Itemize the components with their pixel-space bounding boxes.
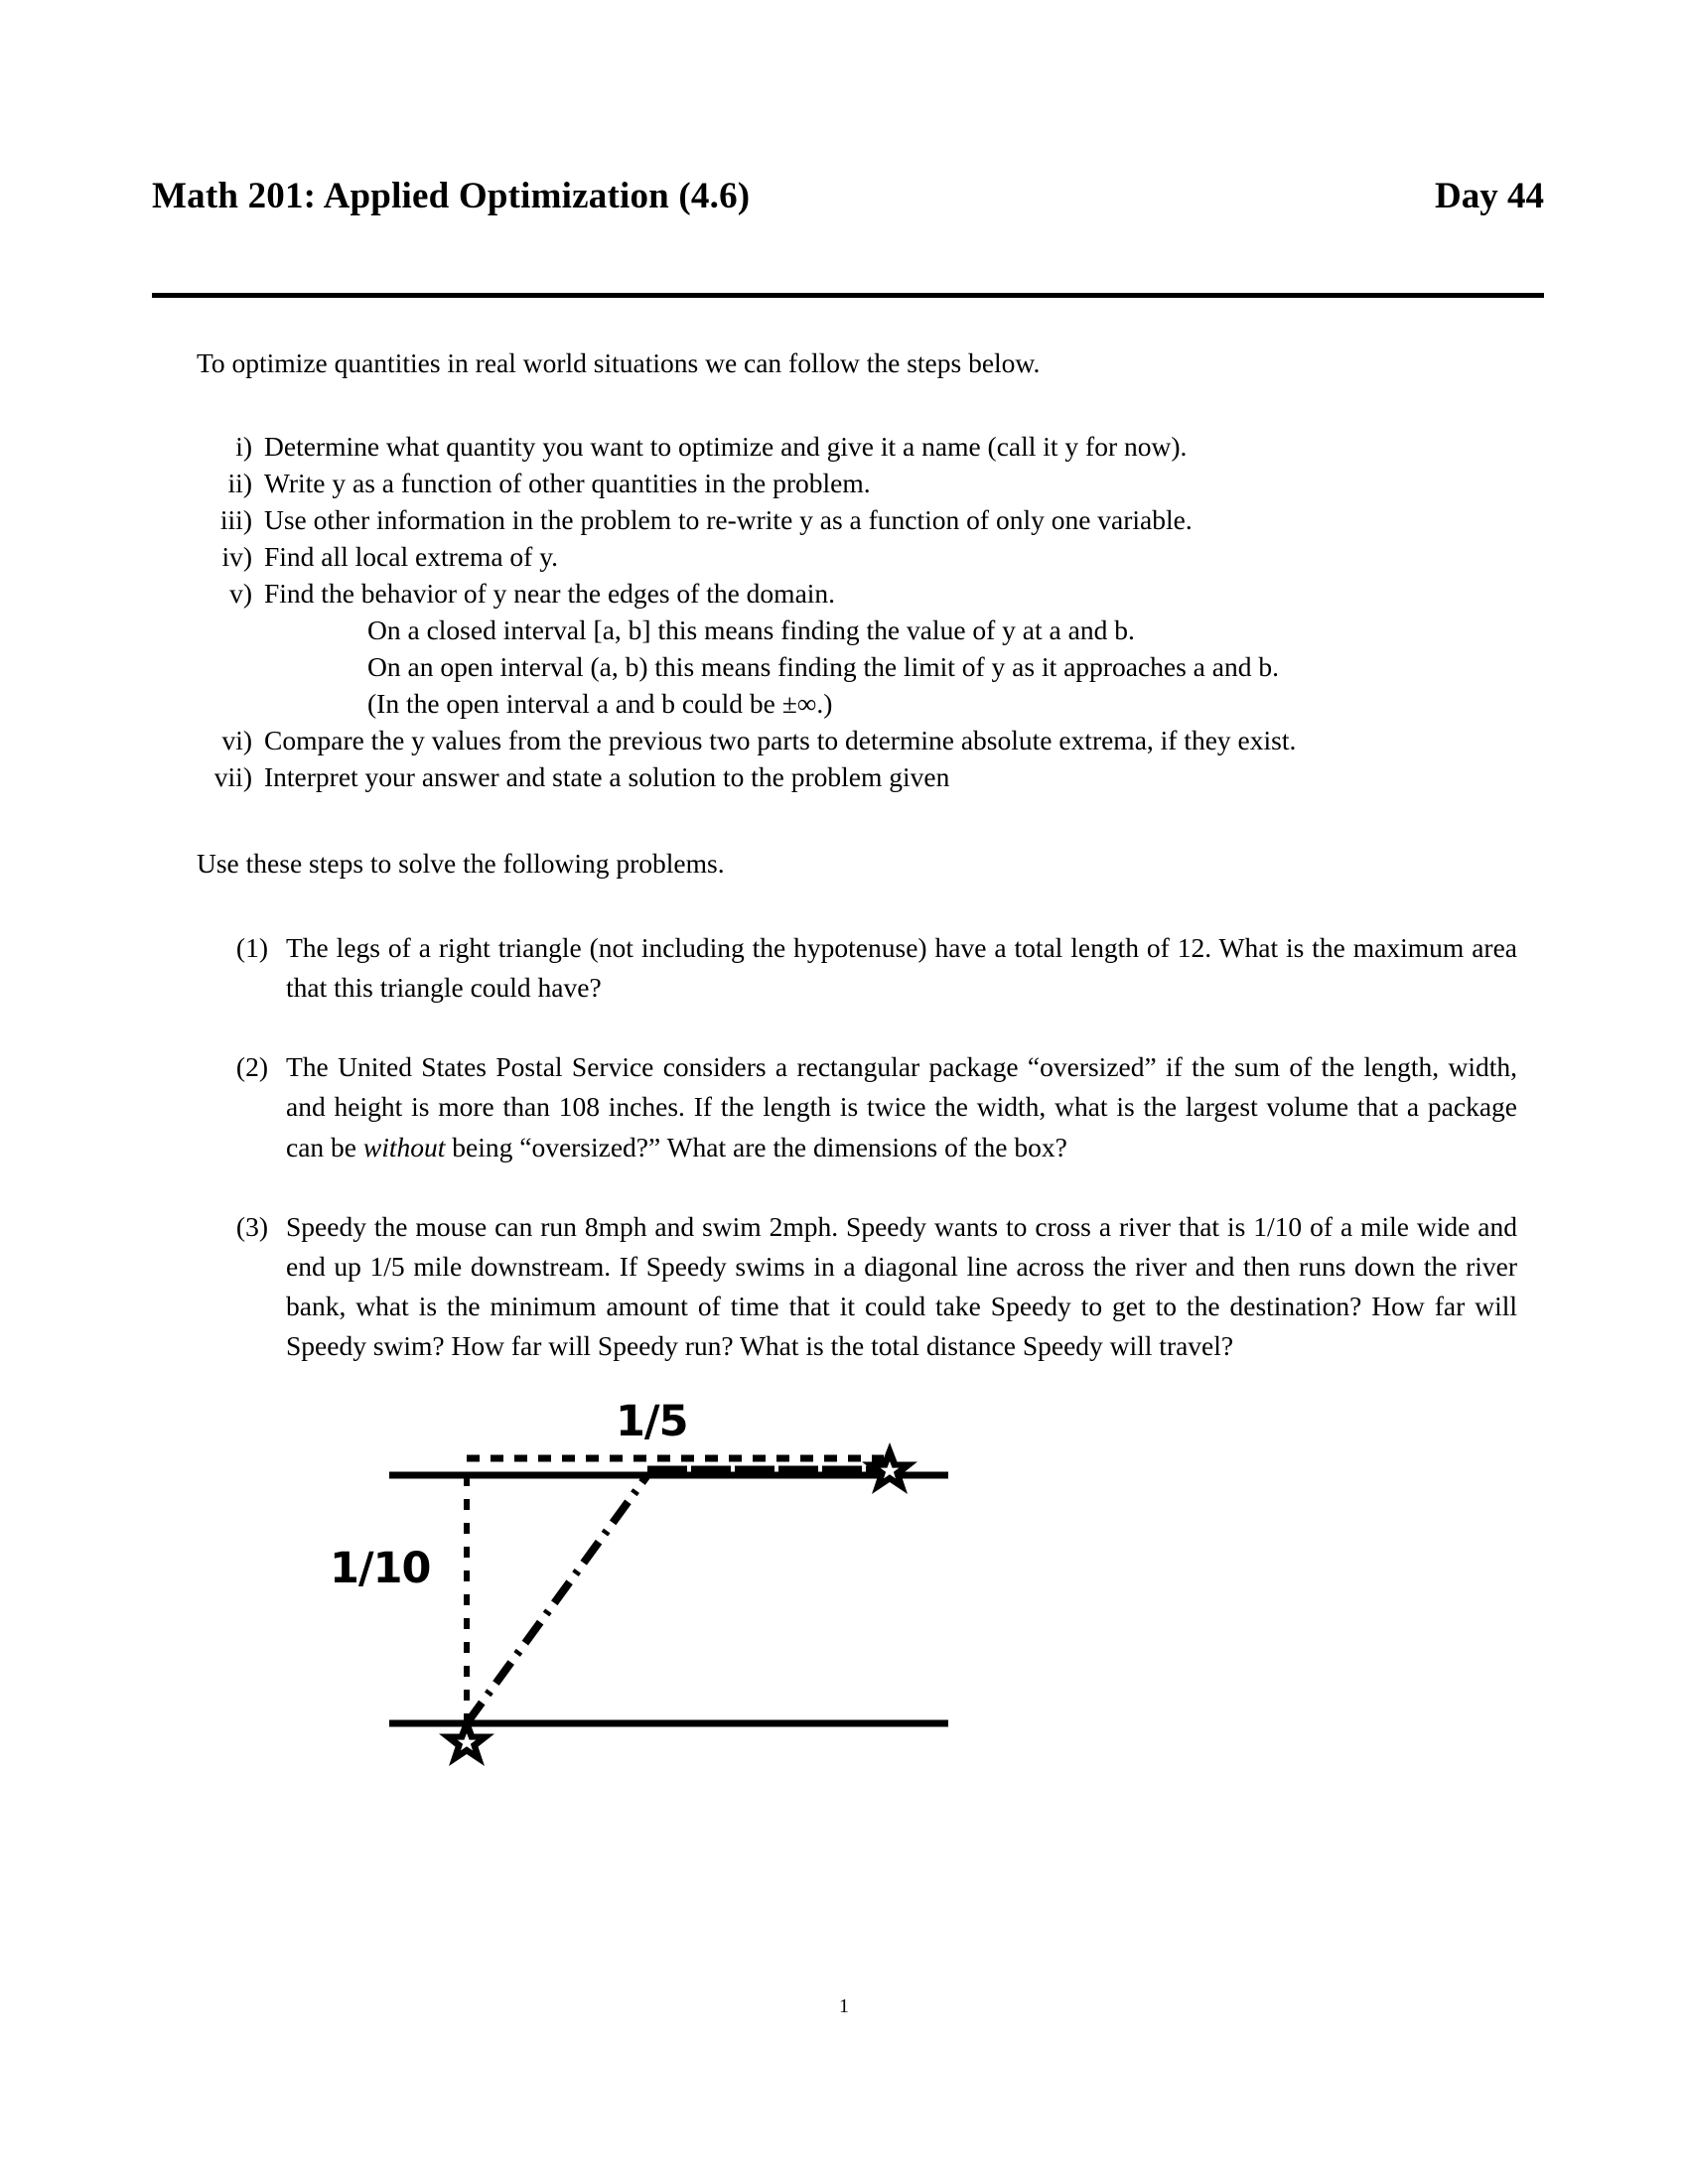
problem-2-emphasis: without (362, 1131, 446, 1162)
step-label: Interpret your answer and state a solution to the problem given (264, 760, 950, 792)
step-marker: i) (235, 431, 252, 462)
page-title: Math 201: Applied Optimization (4.6) (152, 176, 751, 216)
step-label: Write y as a function of other quantities in the problem. (264, 467, 871, 498)
page-header (152, 175, 1544, 217)
problem-2 (197, 1047, 1517, 1166)
steps-list (197, 429, 1517, 796)
step-item-vi (197, 723, 1517, 759)
page-number: 1 (839, 1995, 849, 2017)
problem-3 (197, 1207, 1517, 1367)
figure-label-river-width: 1/10 (330, 1544, 431, 1593)
header-divider (152, 293, 1544, 298)
problem-2-part-b: being “oversized?” What are the dimensions of the box? (445, 1131, 1067, 1162)
step-item-v (197, 576, 1517, 613)
problem-body: The legs of a right triangle (not including the hypotenuse) have a total length of 12. What is the maximum area that this triangle could have? (286, 932, 1517, 1004)
substep-closed-interval: On a closed interval [a, b] this means finding the value of y at a and b. (367, 614, 1135, 645)
step-label: Use other information in the problem to re-write y as a function of only one variable. (264, 503, 1193, 535)
step-label: Determine what quantity you want to optimize and give it a name (call it y for now). (264, 431, 1188, 462)
step-marker: ii) (227, 467, 252, 498)
step-item-vii (197, 759, 1517, 796)
problem-marker: (3) (235, 1210, 268, 1242)
closing-instruction: Use these steps to solve the following problems. (197, 848, 725, 879)
day-label: Day 44 (1435, 176, 1544, 216)
step-marker: vi) (221, 724, 252, 755)
substep-infinity-note: (In the open interval a and b could be ±∞.) (367, 687, 833, 719)
step-item-iii (197, 502, 1517, 539)
step-label: Find the behavior of y near the edges of the domain. (264, 577, 836, 609)
problems-list (197, 928, 1517, 1406)
figure-label-downstream: 1/5 (616, 1397, 688, 1446)
step-item-iv (197, 539, 1517, 576)
step-item-ii (197, 466, 1517, 502)
problem-1 (197, 928, 1517, 1008)
step-marker: iii) (219, 503, 252, 535)
step-label: Compare the y values from the previous two parts to determine absolute extrema, if they exist. (264, 724, 1297, 755)
substep-open-interval: On an open interval (a, b) this means finding the limit of y as it approaches a and b. (367, 650, 1279, 682)
problem-2-part-a: The United States Postal Service considers a rectangular package “oversized” if the sum of the length, width, and height is more than 108 inches. If the length is twice the width, what is the largest volume that a package can be (286, 1051, 1517, 1162)
problem-body: Speedy the mouse can run 8mph and swim 2mph. Speedy wants to cross a river that is 1/10 of a mile wide and end up 1/5 mile downstream. If Speedy swims in a diagonal line across the river and then runs down the river bank, what is the minimum amount of time that it could take Speedy to get to the destination? How far will Speedy swim? How far will Speedy run? What is the total distance Speedy will travel? (286, 1210, 1517, 1362)
step-marker: iv) (221, 540, 252, 572)
step-marker: vii) (213, 760, 252, 792)
destination-star-icon (862, 1442, 917, 1494)
step-label: Find all local extrema of y. (264, 540, 559, 572)
step-marker: v) (229, 577, 252, 609)
problem-body (286, 1047, 1517, 1166)
step-item-i (197, 429, 1517, 466)
intro-paragraph: To optimize quantities in real world situations we can follow the steps below. (197, 347, 1041, 378)
river-diagram (328, 1385, 1003, 1792)
swim-path-line (467, 1475, 647, 1723)
problem-marker: (2) (235, 1051, 268, 1083)
problem-marker: (1) (235, 932, 268, 963)
